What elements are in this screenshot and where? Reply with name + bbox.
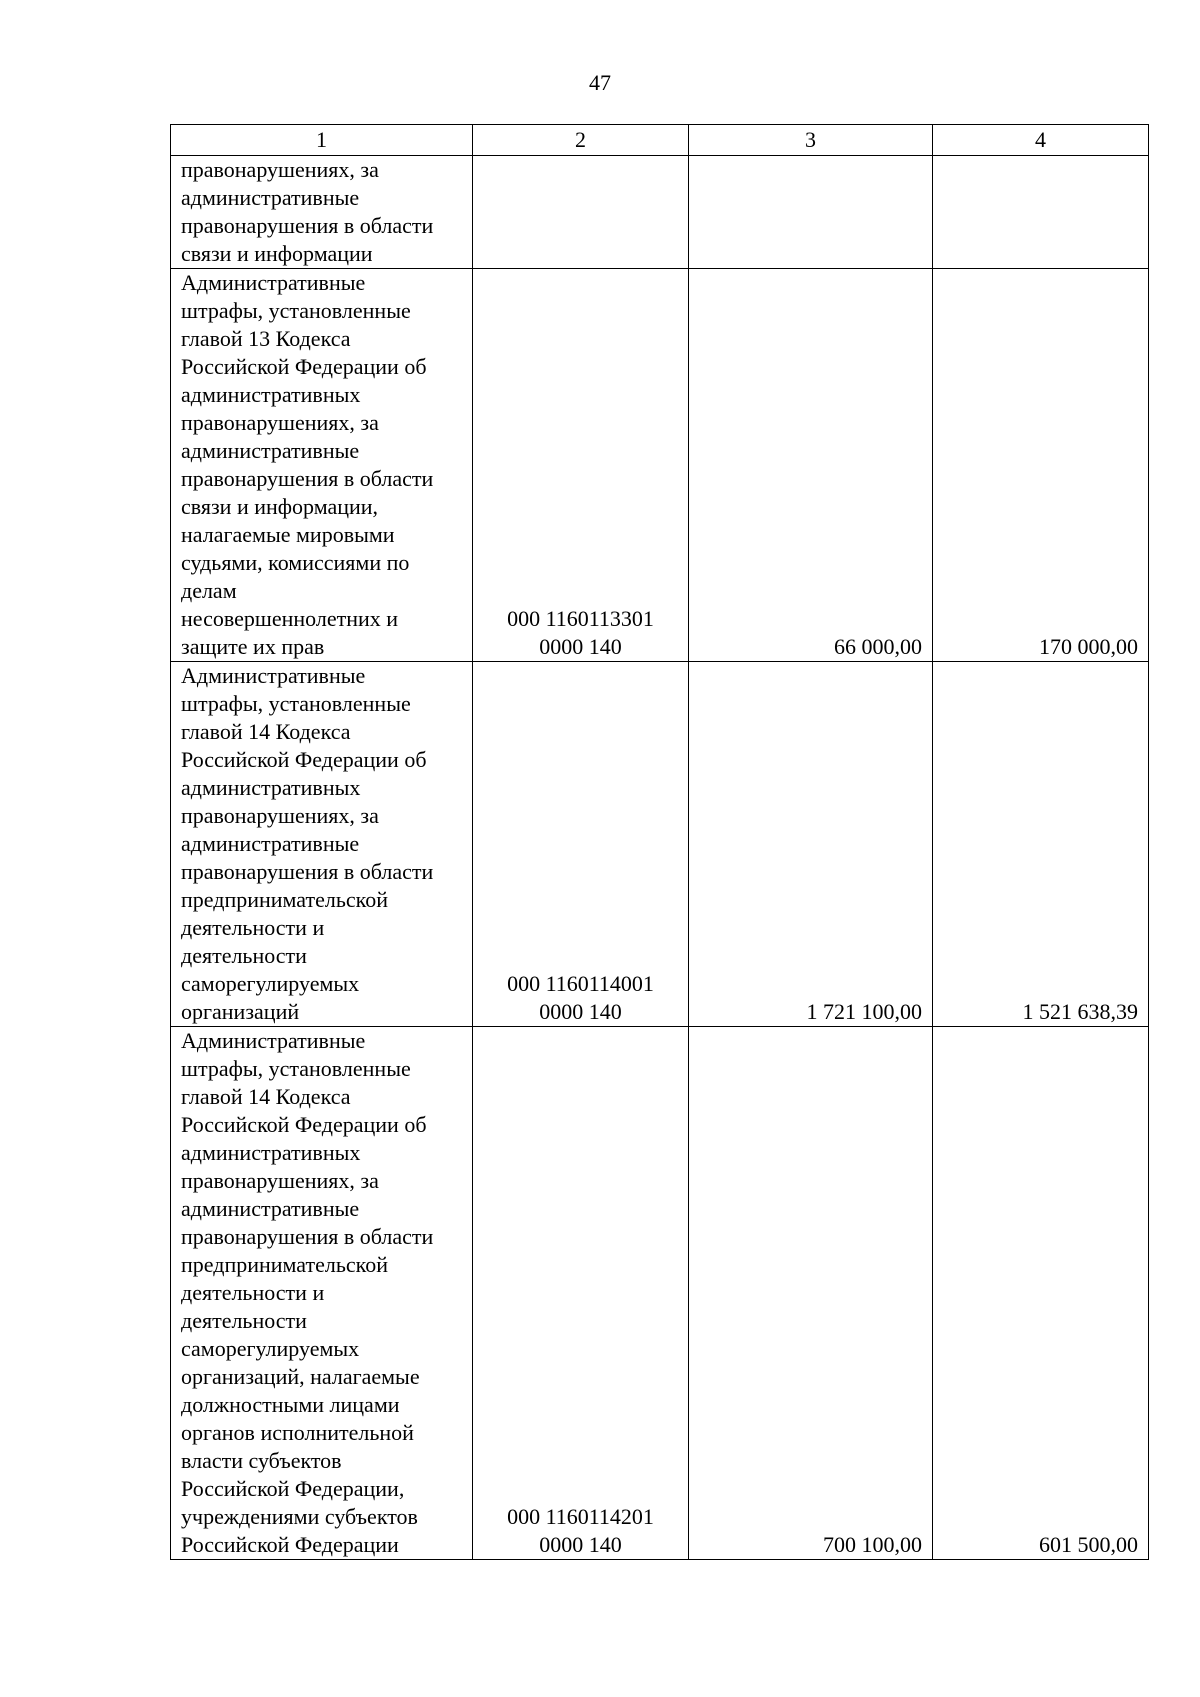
row-description: правонарушениях, за административные правонарушения в области связи и информации bbox=[171, 156, 473, 269]
row-value-3 bbox=[689, 156, 933, 269]
row-value-3: 1 721 100,00 bbox=[689, 662, 933, 1027]
column-header-3: 3 bbox=[689, 125, 933, 156]
page-number: 47 bbox=[589, 70, 611, 95]
column-header-2: 2 bbox=[473, 125, 689, 156]
row-code: 000 1160114201 0000 140 bbox=[473, 1027, 689, 1560]
row-value-4 bbox=[933, 156, 1149, 269]
row-value-4: 1 521 638,39 bbox=[933, 662, 1149, 1027]
row-description: Административные штрафы, установленные главой 14 Кодекса Российской Федерации об административных правонарушениях, за административные правонарушения в области предпринимательской деятельности и деятельности саморегулируемых организаций, налагаемые должностными лицами органов исполнительной власти субъектов Российской Федерации, учреждениями субъектов Российской Федерации bbox=[171, 1027, 473, 1560]
row-code: 000 1160113301 0000 140 bbox=[473, 269, 689, 662]
table-row bbox=[171, 662, 1149, 1027]
table-row bbox=[171, 156, 1149, 269]
row-code: 000 1160114001 0000 140 bbox=[473, 662, 689, 1027]
row-value-4: 601 500,00 bbox=[933, 1027, 1149, 1560]
table-header-row bbox=[171, 125, 1149, 156]
row-description: Административные штрафы, установленные главой 14 Кодекса Российской Федерации об административных правонарушениях, за административные правонарушения в области предпринимательской деятельности и деятельности саморегулируемых организаций bbox=[171, 662, 473, 1027]
column-header-1: 1 bbox=[171, 125, 473, 156]
table-row bbox=[171, 269, 1149, 662]
row-code bbox=[473, 156, 689, 269]
column-header-4: 4 bbox=[933, 125, 1149, 156]
row-value-4: 170 000,00 bbox=[933, 269, 1149, 662]
budget-table bbox=[170, 124, 1149, 1560]
row-value-3: 700 100,00 bbox=[689, 1027, 933, 1560]
table-row bbox=[171, 1027, 1149, 1560]
row-value-3: 66 000,00 bbox=[689, 269, 933, 662]
row-description: Административные штрафы, установленные главой 13 Кодекса Российской Федерации об административных правонарушениях, за административные правонарушения в области связи и информации, налагаемые мировыми судьями, комиссиями по делам несовершеннолетних и защите их прав bbox=[171, 269, 473, 662]
